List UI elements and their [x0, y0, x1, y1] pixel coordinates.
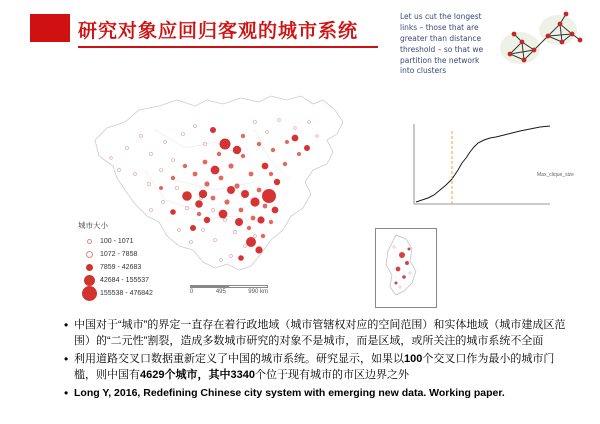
bullet-text-2 — [74, 352, 574, 383]
scalebar-mid-label: 495 — [215, 289, 226, 295]
bullet-marker: • — [64, 318, 69, 332]
bullet-text-segment-bold: 3340 — [230, 368, 255, 381]
legend-dot — [78, 275, 100, 286]
bullet-text-segment: 个位于现有城市的市区边界之外 — [254, 368, 409, 381]
bullet-text-1 — [74, 318, 574, 349]
scalebar-left-label: 0 — [190, 289, 194, 295]
legend-title: 城市大小 — [78, 221, 108, 230]
legend-item-label: 7859 - 42683 — [100, 264, 142, 271]
legend-item-label: 42684 - 155537 — [100, 277, 150, 284]
legend-dot — [78, 251, 100, 258]
scalebar-bar — [190, 285, 268, 288]
decorative-red-square — [30, 14, 70, 42]
network-note-text: Let us cut the longest links – those that are greater than distance threshold – so that we partition the network into clusters — [400, 12, 484, 76]
bullet-text-3 — [74, 386, 505, 402]
map-inset-panel — [375, 228, 437, 308]
legend-item-label: 1072 - 7858 — [100, 251, 138, 258]
chart-y-axis-label: Max_clique_size — [537, 172, 574, 178]
bullet-text-segment-bold: 100 — [404, 353, 423, 365]
legend-dot — [78, 264, 100, 271]
bullet-item-2 — [64, 352, 574, 383]
legend-dot — [78, 239, 100, 244]
bullet-text-segment: 中国对于“城市”的界定一直存在着行政地域（城市管辖权对应的空间范围）和实体地域（城市建成区范围）的“二元性”割裂，造成多数城市研究的对象不是城市，而是区域，或所关注的城市系统不全面 — [74, 319, 566, 347]
page-title: 研究对象应回归客观的城市系统 — [78, 21, 359, 42]
bullet-text-segment: 利用道路交叉口数据重新定义了中国的城市系统。研究显示，如果以 — [74, 353, 404, 365]
legend-dot — [78, 286, 100, 301]
bullet-text-segment-bold: 4629 — [140, 368, 165, 381]
legend-item — [78, 287, 198, 300]
network-diagram-figure — [496, 6, 588, 74]
title-underline — [78, 46, 378, 48]
bullet-item-1 — [64, 318, 574, 349]
bullet-marker: • — [64, 386, 69, 400]
map-legend — [78, 220, 198, 300]
legend-item — [78, 248, 198, 261]
bullet-marker: • — [64, 352, 69, 366]
reference-text: Long Y, 2016, Redefining Chinese city system with emerging new data. Working paper. — [74, 387, 505, 399]
bullet-text-segment: 个交叉口作为最小的城市门槛，则中国有 — [74, 353, 555, 381]
scalebar-right-label: 990 km — [248, 289, 268, 295]
bullet-list — [64, 318, 574, 405]
max-clique-size-chart — [400, 116, 572, 216]
bullet-item-3 — [64, 386, 574, 402]
legend-item — [78, 261, 198, 274]
map-scalebar — [190, 285, 268, 295]
legend-item — [78, 235, 198, 248]
legend-item-label: 155538 - 476842 — [100, 290, 153, 297]
bullet-text-segment-bold: 个城市，其中 — [164, 368, 231, 381]
legend-item-label: 100 - 1071 — [100, 238, 134, 245]
